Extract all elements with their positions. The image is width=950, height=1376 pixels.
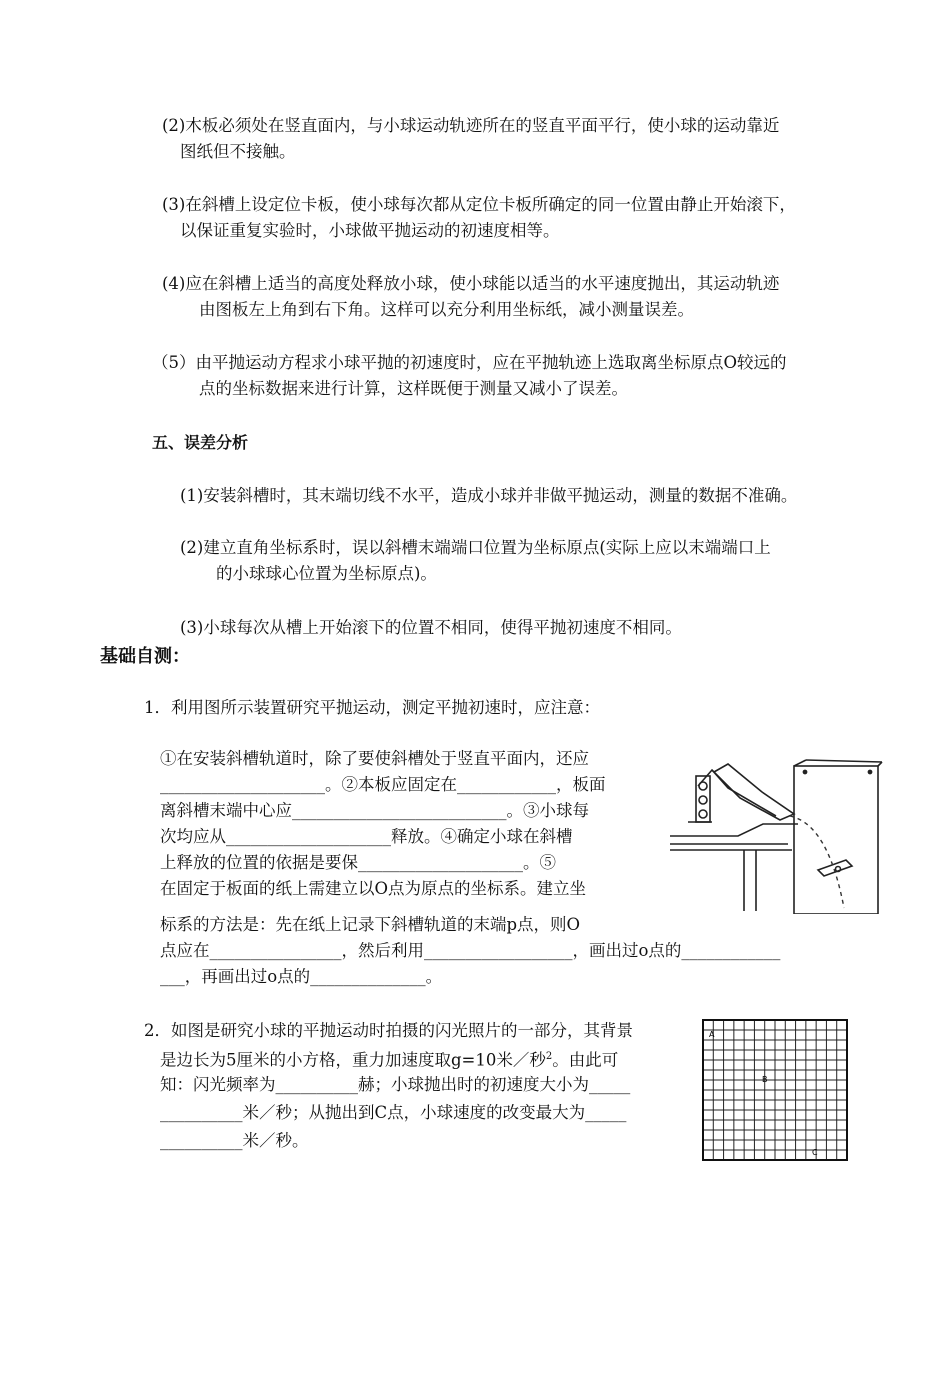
error-2-line-1: (2)建立直角坐标系时，误以斜槽末端端口位置为坐标原点(实际上应以末端端口上	[180, 538, 771, 557]
point-a-label: A	[709, 1030, 715, 1039]
question-2-line-2b: 。由此可	[552, 1050, 619, 1070]
question-2-line-5: __________米／秒。	[160, 1131, 309, 1150]
error-3: (3)小球每次从槽上开始滚下的位置不相同，使得平抛初速度不相同。	[180, 618, 682, 637]
note-4-line-2: 由图板左上角到右下角。这样可以充分利用坐标纸，减小测量误差。	[199, 300, 694, 319]
note-3-line-1: (3)在斜槽上设定位卡板，使小球每次都从定位卡板所确定的同一位置由静止开始滚下，	[162, 195, 796, 214]
basic-test-heading: 基础自测：	[100, 646, 190, 667]
note-2-line-2: 图纸但不接触。	[180, 142, 296, 161]
flash-photo-grid	[702, 1019, 848, 1161]
question-1-line-3: 离斜槽末端中心应__________________________。③小球每	[160, 801, 589, 820]
point-b-label: B	[762, 1075, 768, 1084]
apparatus-figure	[668, 758, 884, 914]
error-analysis-heading: 五、误差分析	[152, 433, 249, 452]
question-1-line-5: 上释放的位置的依据是要保____________________。⑤	[160, 853, 556, 872]
note-2-line-1: (2)木板必须处在竖直面内，与小球运动轨迹所在的竖直平面平行，使小球的运动靠近	[162, 116, 780, 135]
error-1: (1)安装斜槽时，其末端切线不水平，造成小球并非做平抛运动，测量的数据不准确。	[180, 486, 798, 505]
note-5-line-1: （5）由平抛运动方程求小球平抛的初速度时，应在平抛轨迹上选取离坐标原点O较远的	[152, 353, 787, 372]
question-1-line-9: ___，再画出过o点的______________。	[160, 967, 443, 986]
question-2-line-2	[160, 1046, 618, 1072]
note-4-line-1: (4)应在斜槽上适当的高度处释放小球，使小球能以适当的水平速度抛出，其运动轨迹	[162, 274, 780, 293]
question-2-line-3: 知：闪光频率为__________赫；小球抛出时的初速度大小为_____	[160, 1075, 631, 1094]
question-1-line-7: 标系的方法是：先在纸上记录下斜槽轨道的末端p点，则O	[160, 915, 581, 934]
question-2-line-4: __________米／秒；从抛出到C点，小球速度的改变最大为_____	[160, 1103, 627, 1122]
question-1-line-6: 在固定于板面的纸上需建立以O点为原点的坐标系。建立坐	[160, 879, 587, 898]
superscript-2: 2	[545, 1051, 553, 1062]
question-1-intro: 1．利用图所示装置研究平抛运动，测定平抛初速时，应注意：	[144, 698, 600, 717]
question-1-line-1: ①在安装斜槽轨道时，除了要使斜槽处于竖直平面内，还应	[160, 749, 589, 768]
question-1-line-2: ____________________。②本板应固定在____________，板面	[160, 775, 606, 794]
note-3-line-2: 以保证重复实验时，小球做平抛运动的初速度相等。	[180, 221, 560, 240]
question-2-line-1: 2．如图是研究小球的平抛运动时拍摄的闪光照片的一部分，其背景	[144, 1021, 633, 1040]
question-1-line-8: 点应在________________，然后利用__________________，画出过o点的____________	[160, 941, 781, 960]
error-2-line-2: 的小球球心位置为坐标原点)。	[216, 564, 437, 583]
question-1-line-4: 次均应从____________________释放。④确定小球在斜槽	[160, 827, 573, 846]
point-c-label: C	[812, 1148, 818, 1157]
question-2-line-2a: 是边长为5厘米的小方格，重力加速度取g=10米／秒	[160, 1050, 546, 1070]
note-5-line-2: 点的坐标数据来进行计算，这样既便于测量又减小了误差。	[199, 379, 628, 398]
